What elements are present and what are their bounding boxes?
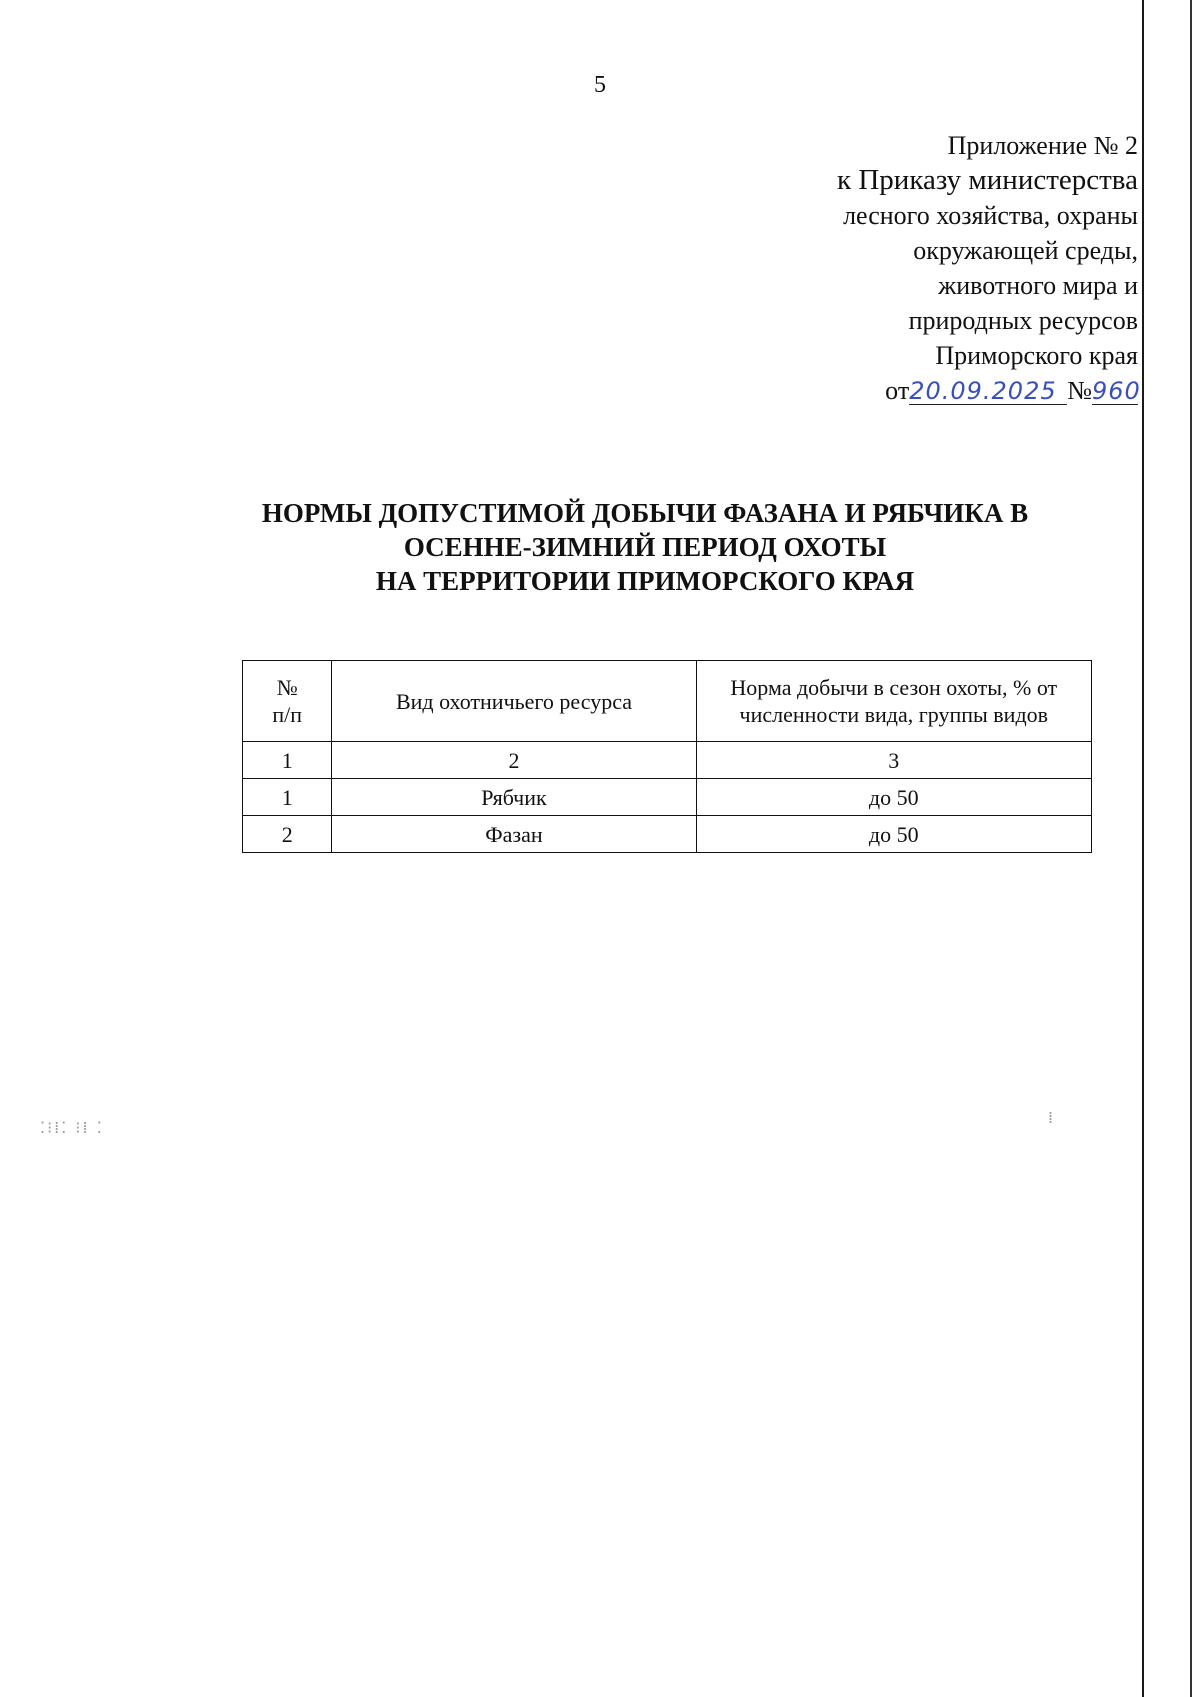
table-cell: 3: [696, 742, 1091, 779]
scan-edge-line: [1142, 0, 1144, 1697]
header-number: [243, 661, 332, 742]
row-species: Фазан: [332, 816, 696, 853]
header-species: Вид охотничьего ресурса: [332, 661, 696, 742]
row-number: 2: [243, 816, 332, 853]
appendix-block: [718, 128, 1141, 408]
scan-smudge: ⁞: [1048, 1108, 1056, 1127]
row-number: 1: [243, 779, 332, 816]
title-line: ОСЕННЕ-ЗИМНИЙ ПЕРИОД ОХОТЫ: [403, 532, 887, 562]
header-norm-line: Норма добычи в сезон охоты, % от: [730, 675, 1058, 700]
appendix-line: Приложение № 2: [947, 131, 1138, 160]
number-prefix: №: [1067, 376, 1092, 405]
order-date-line: [718, 373, 1141, 408]
handwritten-date: 20.09.2025: [909, 378, 1067, 405]
table-cell: 2: [332, 742, 696, 779]
header-number-symbol: №: [276, 675, 298, 700]
appendix-line: лесного хозяйства, охраны: [843, 201, 1138, 230]
norms-table: [242, 660, 1092, 853]
appendix-line: окружающей среды,: [913, 236, 1138, 265]
appendix-line: животного мира и: [938, 271, 1138, 300]
header-norm-line: численности вида, группы видов: [739, 702, 1049, 727]
page-number: 5: [594, 72, 606, 98]
date-prefix: от: [885, 376, 910, 405]
table-row: [243, 816, 1092, 853]
table-numbering-row: [243, 742, 1092, 779]
header-number-abbr: п/п: [272, 702, 303, 727]
table-cell: 1: [243, 742, 332, 779]
scan-edge-line: [1190, 0, 1192, 1697]
row-norm: до 50: [696, 779, 1091, 816]
table-header-row: [243, 661, 1092, 742]
scan-smudge: ⁚⁝⁞⁚ ⁝⁞ ⁚: [40, 1118, 104, 1137]
handwritten-number: 960: [1092, 377, 1141, 405]
title-line: НА ТЕРРИТОРИИ ПРИМОРСКОГО КРАЯ: [375, 566, 915, 596]
appendix-line: к Приказу министерства: [837, 164, 1138, 196]
appendix-line: Приморского края: [935, 341, 1138, 370]
row-norm: до 50: [696, 816, 1091, 853]
appendix-line: природных ресурсов: [908, 306, 1138, 335]
title-line: НОРМЫ ДОПУСТИМОЙ ДОБЫЧИ ФАЗАНА И РЯБЧИКА В: [261, 498, 1029, 528]
row-species: Рябчик: [332, 779, 696, 816]
table-row: [243, 779, 1092, 816]
document-title: [190, 496, 1100, 598]
header-norm: [696, 661, 1091, 742]
